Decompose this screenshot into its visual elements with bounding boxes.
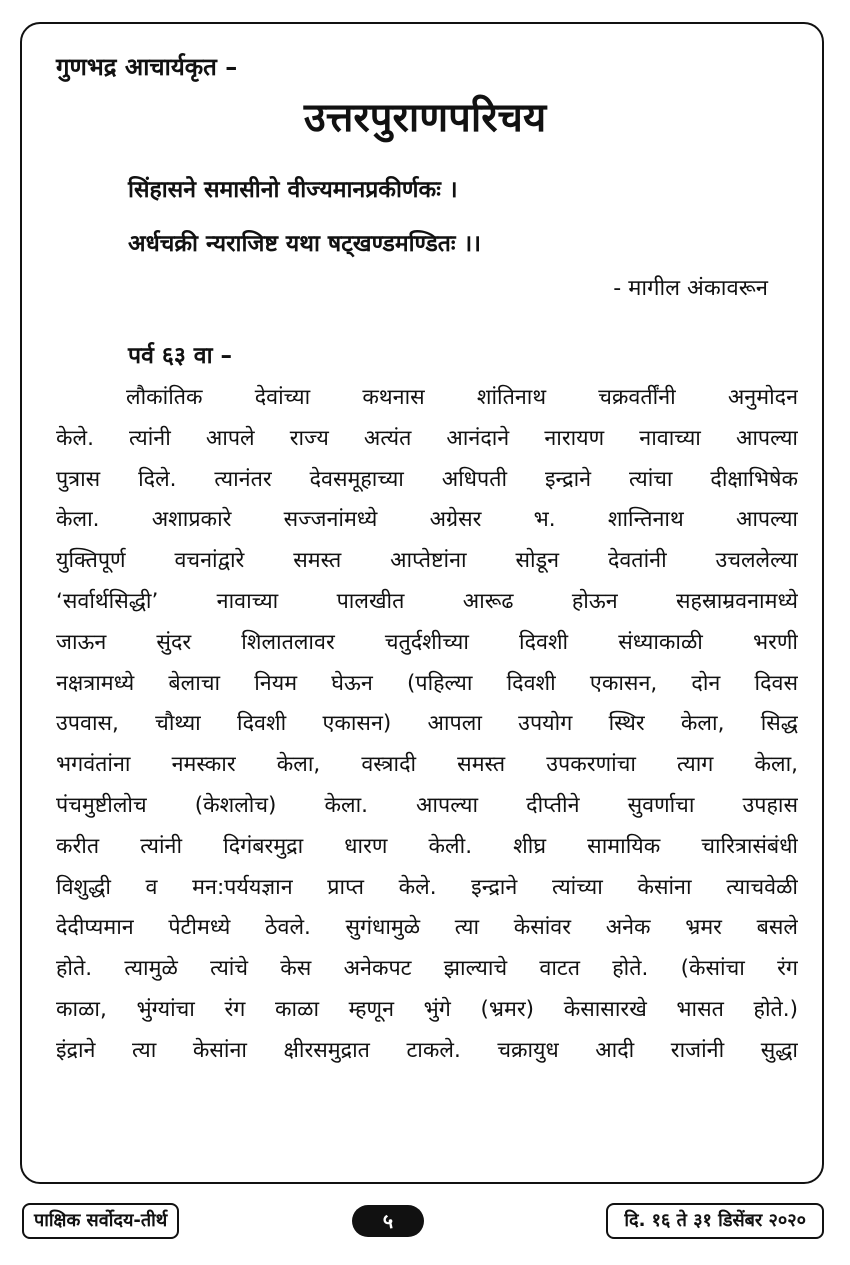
- body-line: भगवंतांना नमस्कार केला, वस्त्रादी समस्त उपकरणांचा त्याग केला,: [56, 752, 798, 778]
- body-line: विशुद्धी व मन:पर्ययज्ञान प्राप्त केले. इन्द्राने त्यांच्या केसांना त्याचवेळी: [56, 874, 798, 900]
- body-line: लौकांतिक देवांच्या कथनास शांतिनाथ चक्रवर्तींनी अनुमोदन: [126, 385, 798, 410]
- body-line: इंद्राने त्या केसांना क्षीरसमुद्रात टाकले. चक्रायुध आदी राजांनी सुद्धा: [56, 1037, 798, 1063]
- body-line: उपवास, चौथ्या दिवशी एकासन) आपला उपयोग स्थिर केला, सिद्ध: [56, 711, 798, 737]
- article-title: उत्तरपुराणपरिचय: [303, 95, 547, 141]
- verse-line-1: सिंहासने समासीनो वीज्यमानप्रकीर्णकः ।: [128, 177, 458, 203]
- verse-source-note: - मागील अंकावरून: [613, 276, 768, 301]
- body-line: देदीप्यमान पेटीमध्ये ठेवले. सुगंधामुळे त्या केसांवर अनेक भ्रमर बसले: [56, 915, 798, 941]
- publication-name-badge: पाक्षिक सर्वोदय-तीर्थ: [22, 1203, 179, 1239]
- body-line: केले. त्यांनी आपले राज्य अत्यंत आनंदाने नारायण नावाच्या आपल्या: [56, 425, 798, 451]
- section-heading: पर्व ६३ वा –: [128, 343, 233, 369]
- body-line: पुत्रास दिले. त्यानंतर देवसमूहाच्या अधिपती इन्द्राने त्यांचा दीक्षाभिषेक: [56, 466, 798, 492]
- body-line: नक्षत्रामध्ये बेलाचा नियम घेऊन (पहिल्या दिवशी एकासन, दोन दिवस: [56, 670, 798, 696]
- series-kicker: गुणभद्र आचार्यकृत –: [56, 53, 238, 81]
- body-line: केला. अशाप्रकारे सज्जनांमध्ये अग्रेसर भ. शान्तिनाथ आपल्या: [56, 507, 798, 533]
- page-number-badge: ५: [352, 1205, 424, 1237]
- verse-line-2: अर्धचक्री न्यराजिष्ट यथा षट्खण्डमण्डितः ।।: [128, 231, 481, 257]
- article-body: [56, 378, 798, 1072]
- body-line: करीत त्यांनी दिगंबरमुद्रा धारण केली. शीघ्र सामायिक चारित्रासंबंधी: [56, 833, 798, 859]
- body-line: पंचमुष्टीलोच (केशलोच) केला. आपल्या दीप्तीने सुवर्णाचा उपहास: [56, 792, 798, 818]
- body-line: ‘सर्वार्थसिद्धी’ नावाच्या पालखीत आरूढ होऊन सहस्राम्रवनामध्ये: [56, 588, 798, 614]
- body-line: काळा, भुंग्यांचा रंग काळा म्हणून भुंगे (भ्रमर) केसासारखे भासत होते.): [56, 996, 798, 1022]
- body-line: जाऊन सुंदर शिलातलावर चतुर्दशीच्या दिवशी संध्याकाळी भरणी: [56, 629, 798, 655]
- body-line: होते. त्यामुळे त्यांचे केस अनेकपट झाल्याचे वाटत होते. (केसांचा रंग: [56, 956, 798, 982]
- issue-date-badge: दि. १६ ते ३१ डिसेंबर २०२०: [606, 1203, 824, 1239]
- body-line: युक्तिपूर्ण वचनांद्वारे समस्त आप्तेष्टांना सोडून देवतांनी उचललेल्या: [56, 548, 798, 574]
